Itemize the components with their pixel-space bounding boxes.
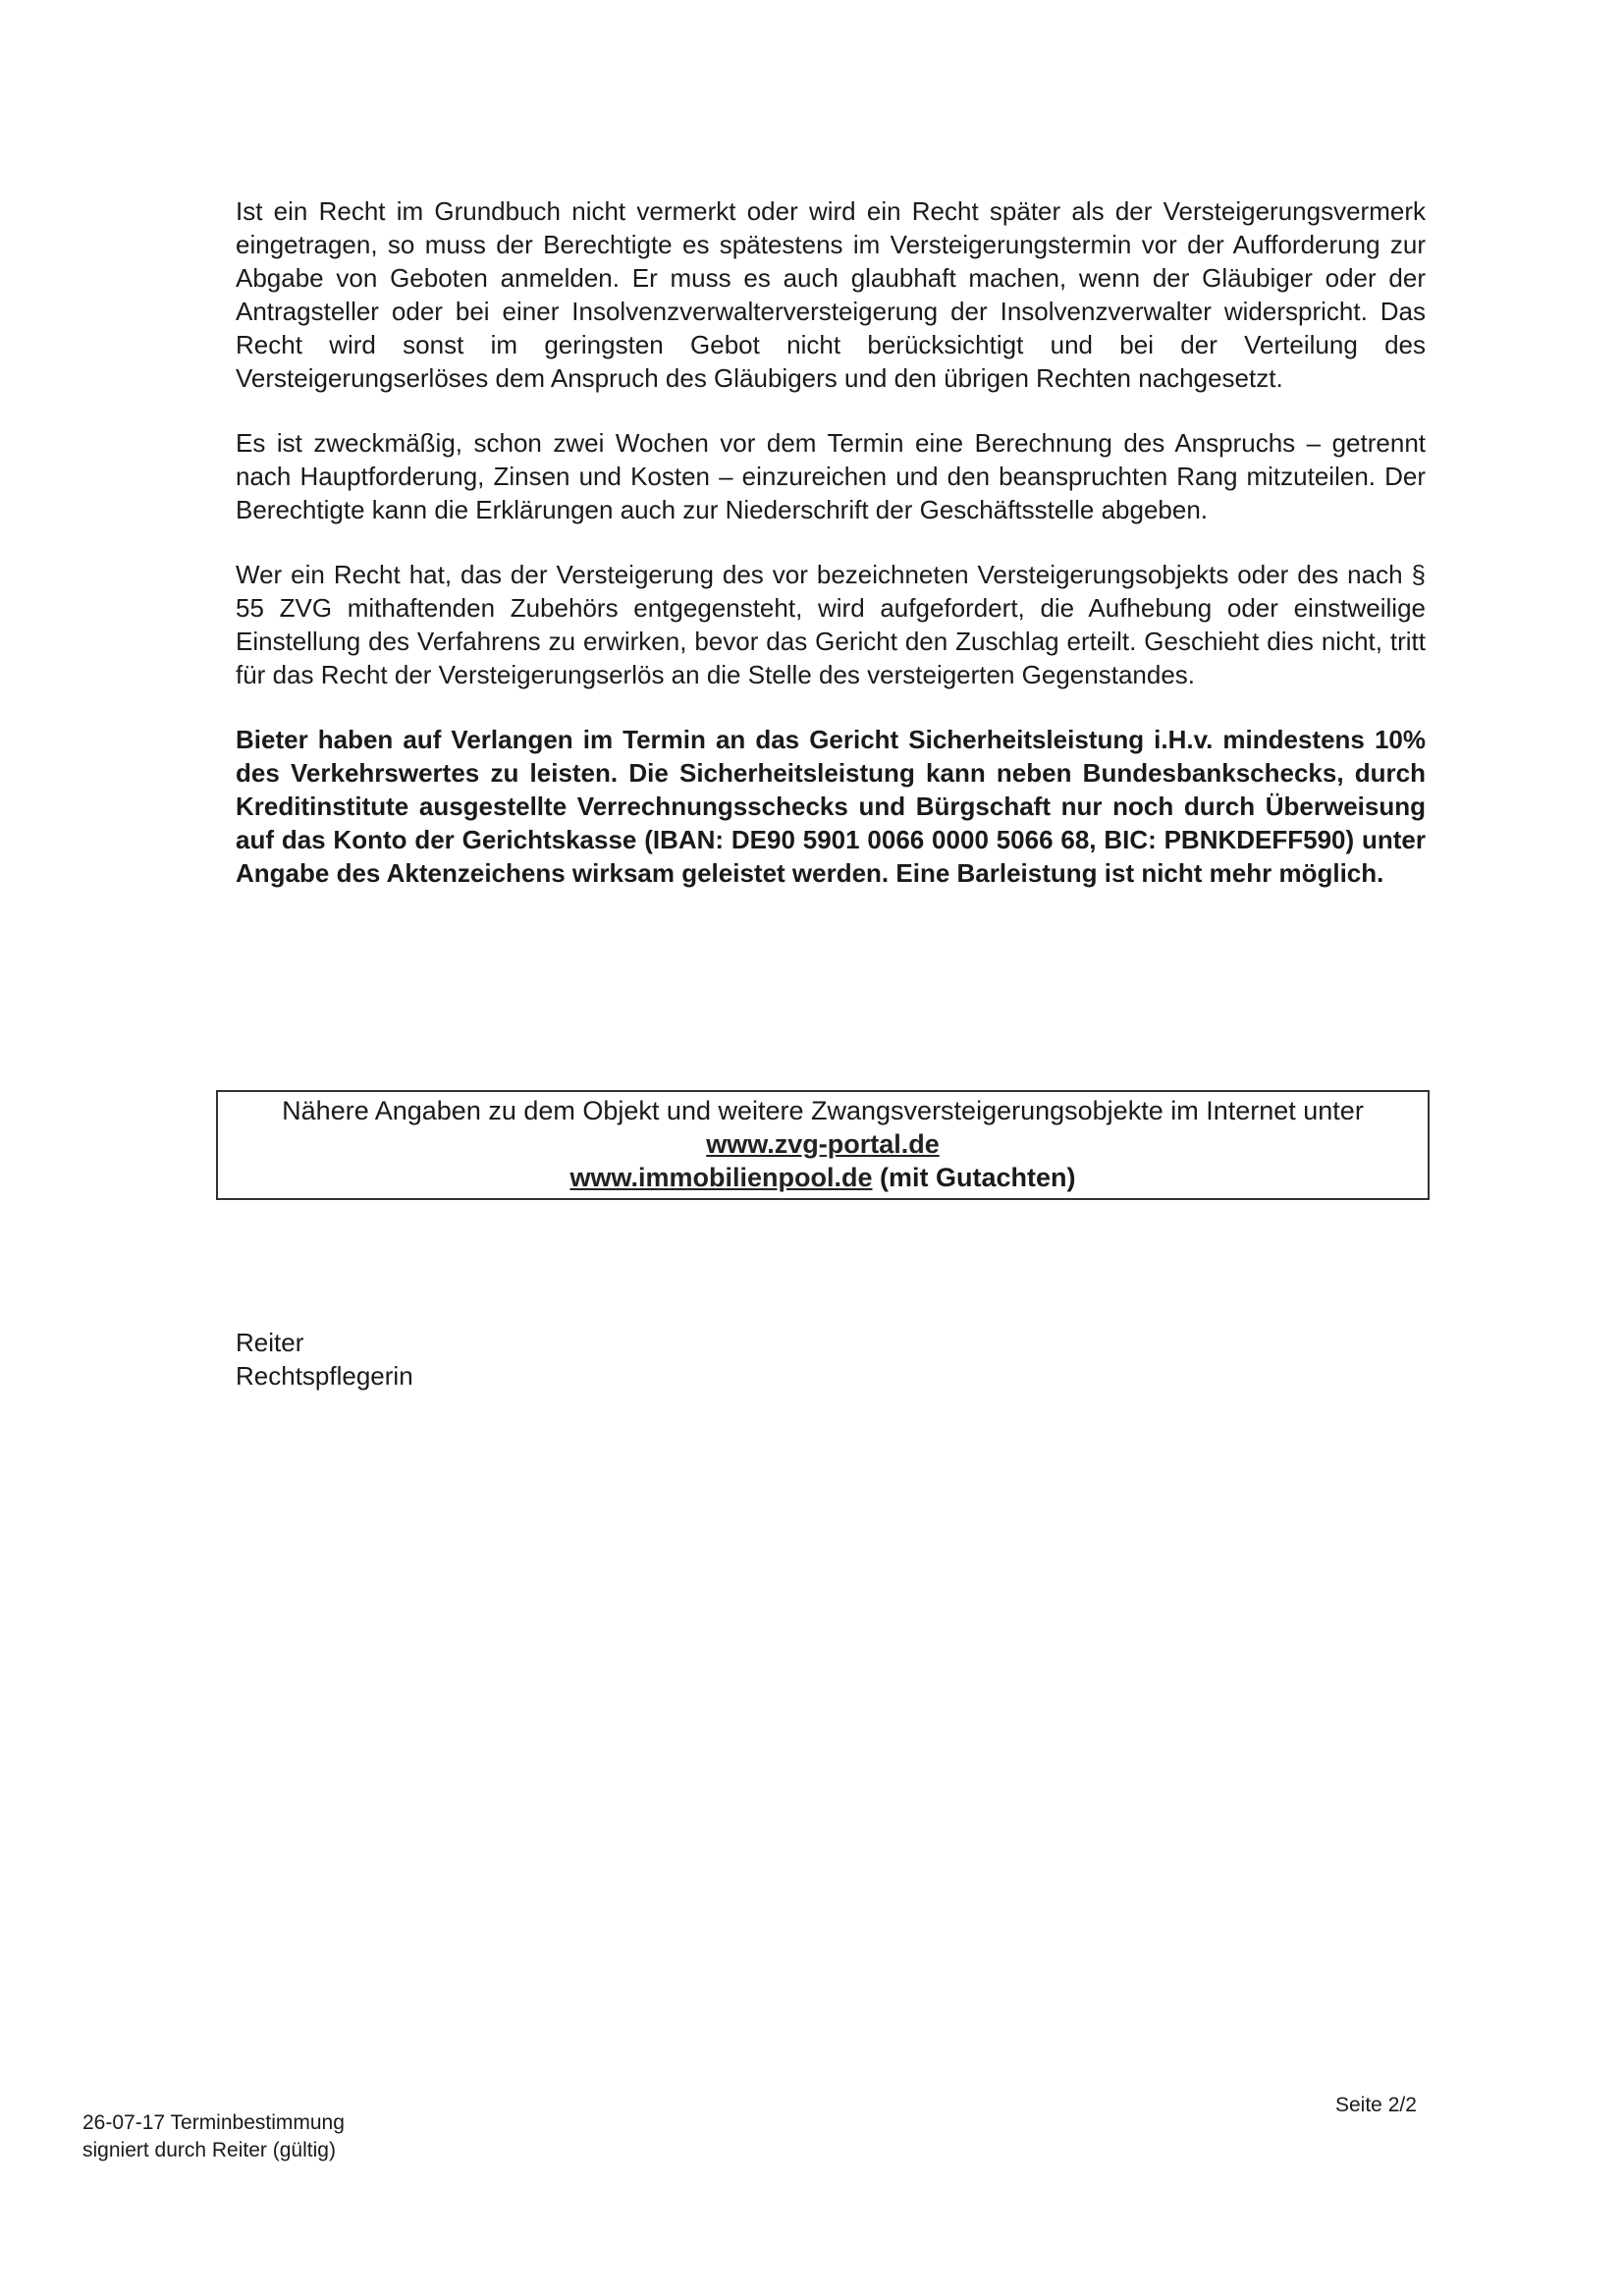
page-number: Seite 2/2 (1335, 2094, 1417, 2116)
paragraph-claim-calculation: Es ist zweckmäßig, schon zwei Wochen vor dem Termin eine Berechnung des Anspruchs – getrennt nach Hauptforderung, Zinsen und Kosten – einzureichen und den beanspruchten Rang mitzuteilen. Der Berechtigte kann die Erklärungen auch zur Niederschrift der Geschäftsstelle abgeben. (236, 428, 1426, 524)
zvg-portal-link[interactable]: www.zvg-portal.de (706, 1129, 940, 1159)
paragraph-security-deposit: Bieter haben auf Verlangen im Termin an das Gericht Sicherheitsleistung i.H.v. mindestens 10% des Verkehrswertes zu leisten. Die Sicherheitsleistung kann neben Bundesbankschecks, durch Kreditinstitute ausgestellte Verrechnungsschecks und Bürgschaft nur noch durch Überweisung auf das Konto der Gerichtskasse (IBAN: DE90 5901 0066 0000 5066 68, BIC: PBNKDEFF590) unter Angabe des Aktenzeichens wirksam geleistet werden. Eine Barleistung ist nicht mehr möglich. (236, 725, 1426, 888)
footer-line-2: signiert durch Reiter (gültig) (82, 2139, 336, 2161)
signer-name: Reiter (236, 1328, 304, 1357)
footer-line-1: 26-07-17 Terminbestimmung (82, 2111, 345, 2134)
signature-block (236, 1326, 413, 1393)
info-box-intro: Nähere Angaben zu dem Objekt und weitere Zwangsversteigerungsobjekte im Internet unter (282, 1096, 1364, 1125)
paragraph-unregistered-rights: Ist ein Recht im Grundbuch nicht vermerkt oder wird ein Recht später als der Versteigerungsvermerk eingetragen, so muss der Berechtigte es spätestens im Versteigerungstermin vor der Aufforderung zur Abgabe von Geboten anmelden. Er muss es auch glaubhaft machen, wenn der Gläubiger oder der Antragsteller oder bei einer Insolvenzverwalterversteigerung der Insolvenzverwalter widerspricht. Das Recht wird sonst im geringsten Gebot nicht berücksichtigt und bei der Verteilung des Versteigerungserlöses dem Anspruch des Gläubigers und den übrigen Rechten nachgesetzt. (236, 196, 1426, 393)
immobilienpool-link[interactable]: www.immobilienpool.de (569, 1163, 873, 1192)
body-text (236, 194, 1426, 921)
link-suffix: (mit Gutachten) (872, 1163, 1076, 1192)
info-box (216, 1090, 1430, 1200)
signer-role: Rechtspflegerin (236, 1361, 413, 1391)
paragraph-opposing-rights: Wer ein Recht hat, das der Versteigerung des vor bezeichneten Versteigerungsobjekts oder des nach § 55 ZVG mithaftenden Zubehörs entgegensteht, wird aufgefordert, die Aufhebung oder einstweilige Einstellung des Verfahrens zu erwirken, bevor das Gericht den Zuschlag erteilt. Geschieht dies nicht, tritt für das Recht der Versteigerungserlös an die Stelle des versteigerten Gegenstandes. (236, 560, 1426, 689)
footer-document-info (82, 2109, 345, 2164)
